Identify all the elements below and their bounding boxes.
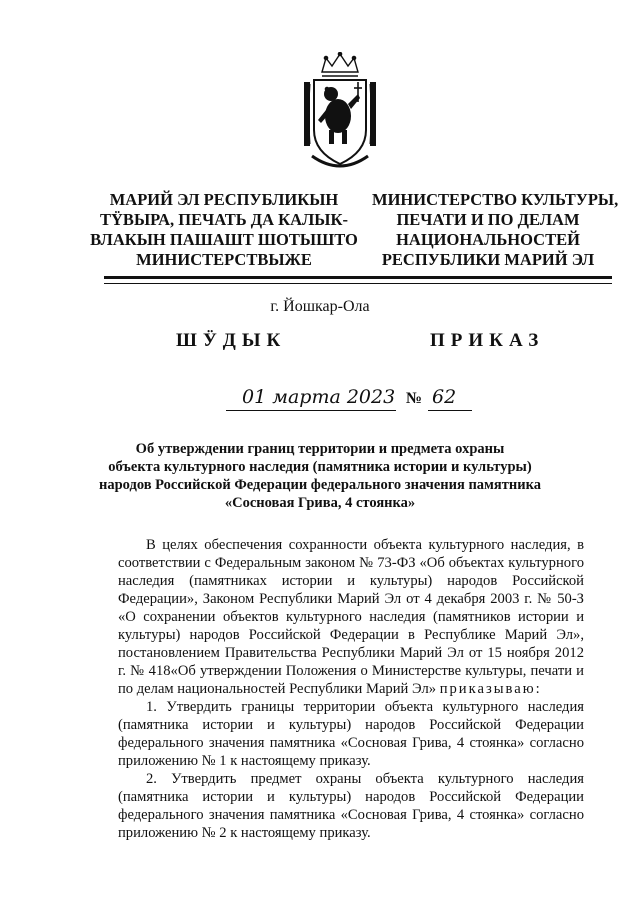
header-mari-ministry-name — [88, 190, 360, 270]
subject-line: народов Российской Федерации федерального значения памятника — [99, 477, 541, 493]
order-number-handwritten: 62 — [432, 386, 457, 408]
order-item-1: 1. Утвердить границы территории объекта культурного наследия (памятника истории и культуры) народов Российской Федерации федерального значения памятника «Сосновая Грива, 4 стоянка» согласно приложению № 1 к настоящему приказу. — [118, 699, 584, 769]
header-right-line: МИНИСТЕРСТВО КУЛЬТУРЫ, — [372, 190, 619, 209]
order-title-mari: ШӰДЫК — [176, 330, 287, 351]
header-right-line: РЕСПУБЛИКИ МАРИЙ ЭЛ — [381, 250, 595, 269]
header-right-line: ПЕЧАТИ И ПО ДЕЛАМ — [396, 210, 580, 229]
order-item-2: 2. Утвердить предмет охраны объекта культурного наследия (памятника истории и культуры) народов Российской Федерации федерального значения памятника «Сосновая Грива, 4 стоянка» согласно приложению № 2 к настоящему приказу. — [118, 771, 584, 841]
order-body — [118, 536, 584, 842]
header-divider-thick — [104, 276, 612, 279]
number-sign: № — [406, 390, 423, 407]
header-left-line: ВЛАКЫН ПАШАШТ ШОТЫШТО — [90, 230, 358, 249]
preamble-text: В целях обеспечения сохранности объекта культурного наследия, в соответствии с Федеральным законом № 73-ФЗ «Об объектах культурного наследия (памятниках истории и культуры) народов Российской Федерации», Законом Республики Марий Эл от 4 декабря 2003 г. № 50-З «О сохранении объектов культурного наследия (памятников истории и культуры) народов Российской Федерации в Республике Марий Эл», постановлением Правительства Республики Марий Эл от 15 ноября 2012 г. № 418«Об утверждении Положения о Министерстве культуры, печати и по делам национальностей Республики Марий Эл» — [118, 537, 584, 697]
city-name: г. Йошкар-Ола — [270, 298, 370, 315]
order-date-number-line — [226, 384, 476, 414]
subject-line: Об утверждении границ территории и предмета охраны — [135, 441, 505, 457]
header-divider-thin — [104, 283, 612, 284]
orders-word: приказываю: — [439, 681, 542, 697]
subject-line: «Сосновая Грива, 4 стоянка» — [224, 495, 416, 511]
preamble-paragraph — [118, 536, 584, 698]
header-left-line: МИНИСТЕРСТВЫЖЕ — [136, 250, 312, 269]
crown-icon — [322, 52, 358, 76]
subject-line: объекта культурного наследия (памятника истории и культуры) — [108, 459, 532, 475]
order-date-handwritten: 01 марта 2023 — [242, 386, 396, 408]
header-left-line: МАРИЙ ЭЛ РЕСПУБЛИКЫН — [109, 190, 339, 209]
date-underline — [226, 410, 396, 411]
order-title-russian: ПРИКАЗ — [430, 330, 545, 351]
header-right-line: НАЦИОНАЛЬНОСТЕЙ — [396, 230, 580, 249]
header-left-line: ТŸВЫРА, ПЕЧАТЬ ДА КАЛЫК- — [100, 210, 348, 229]
number-underline — [428, 410, 472, 411]
header-russian-ministry-name — [372, 190, 619, 270]
order-subject — [0, 440, 640, 512]
coat-of-arms-emblem — [298, 52, 382, 174]
